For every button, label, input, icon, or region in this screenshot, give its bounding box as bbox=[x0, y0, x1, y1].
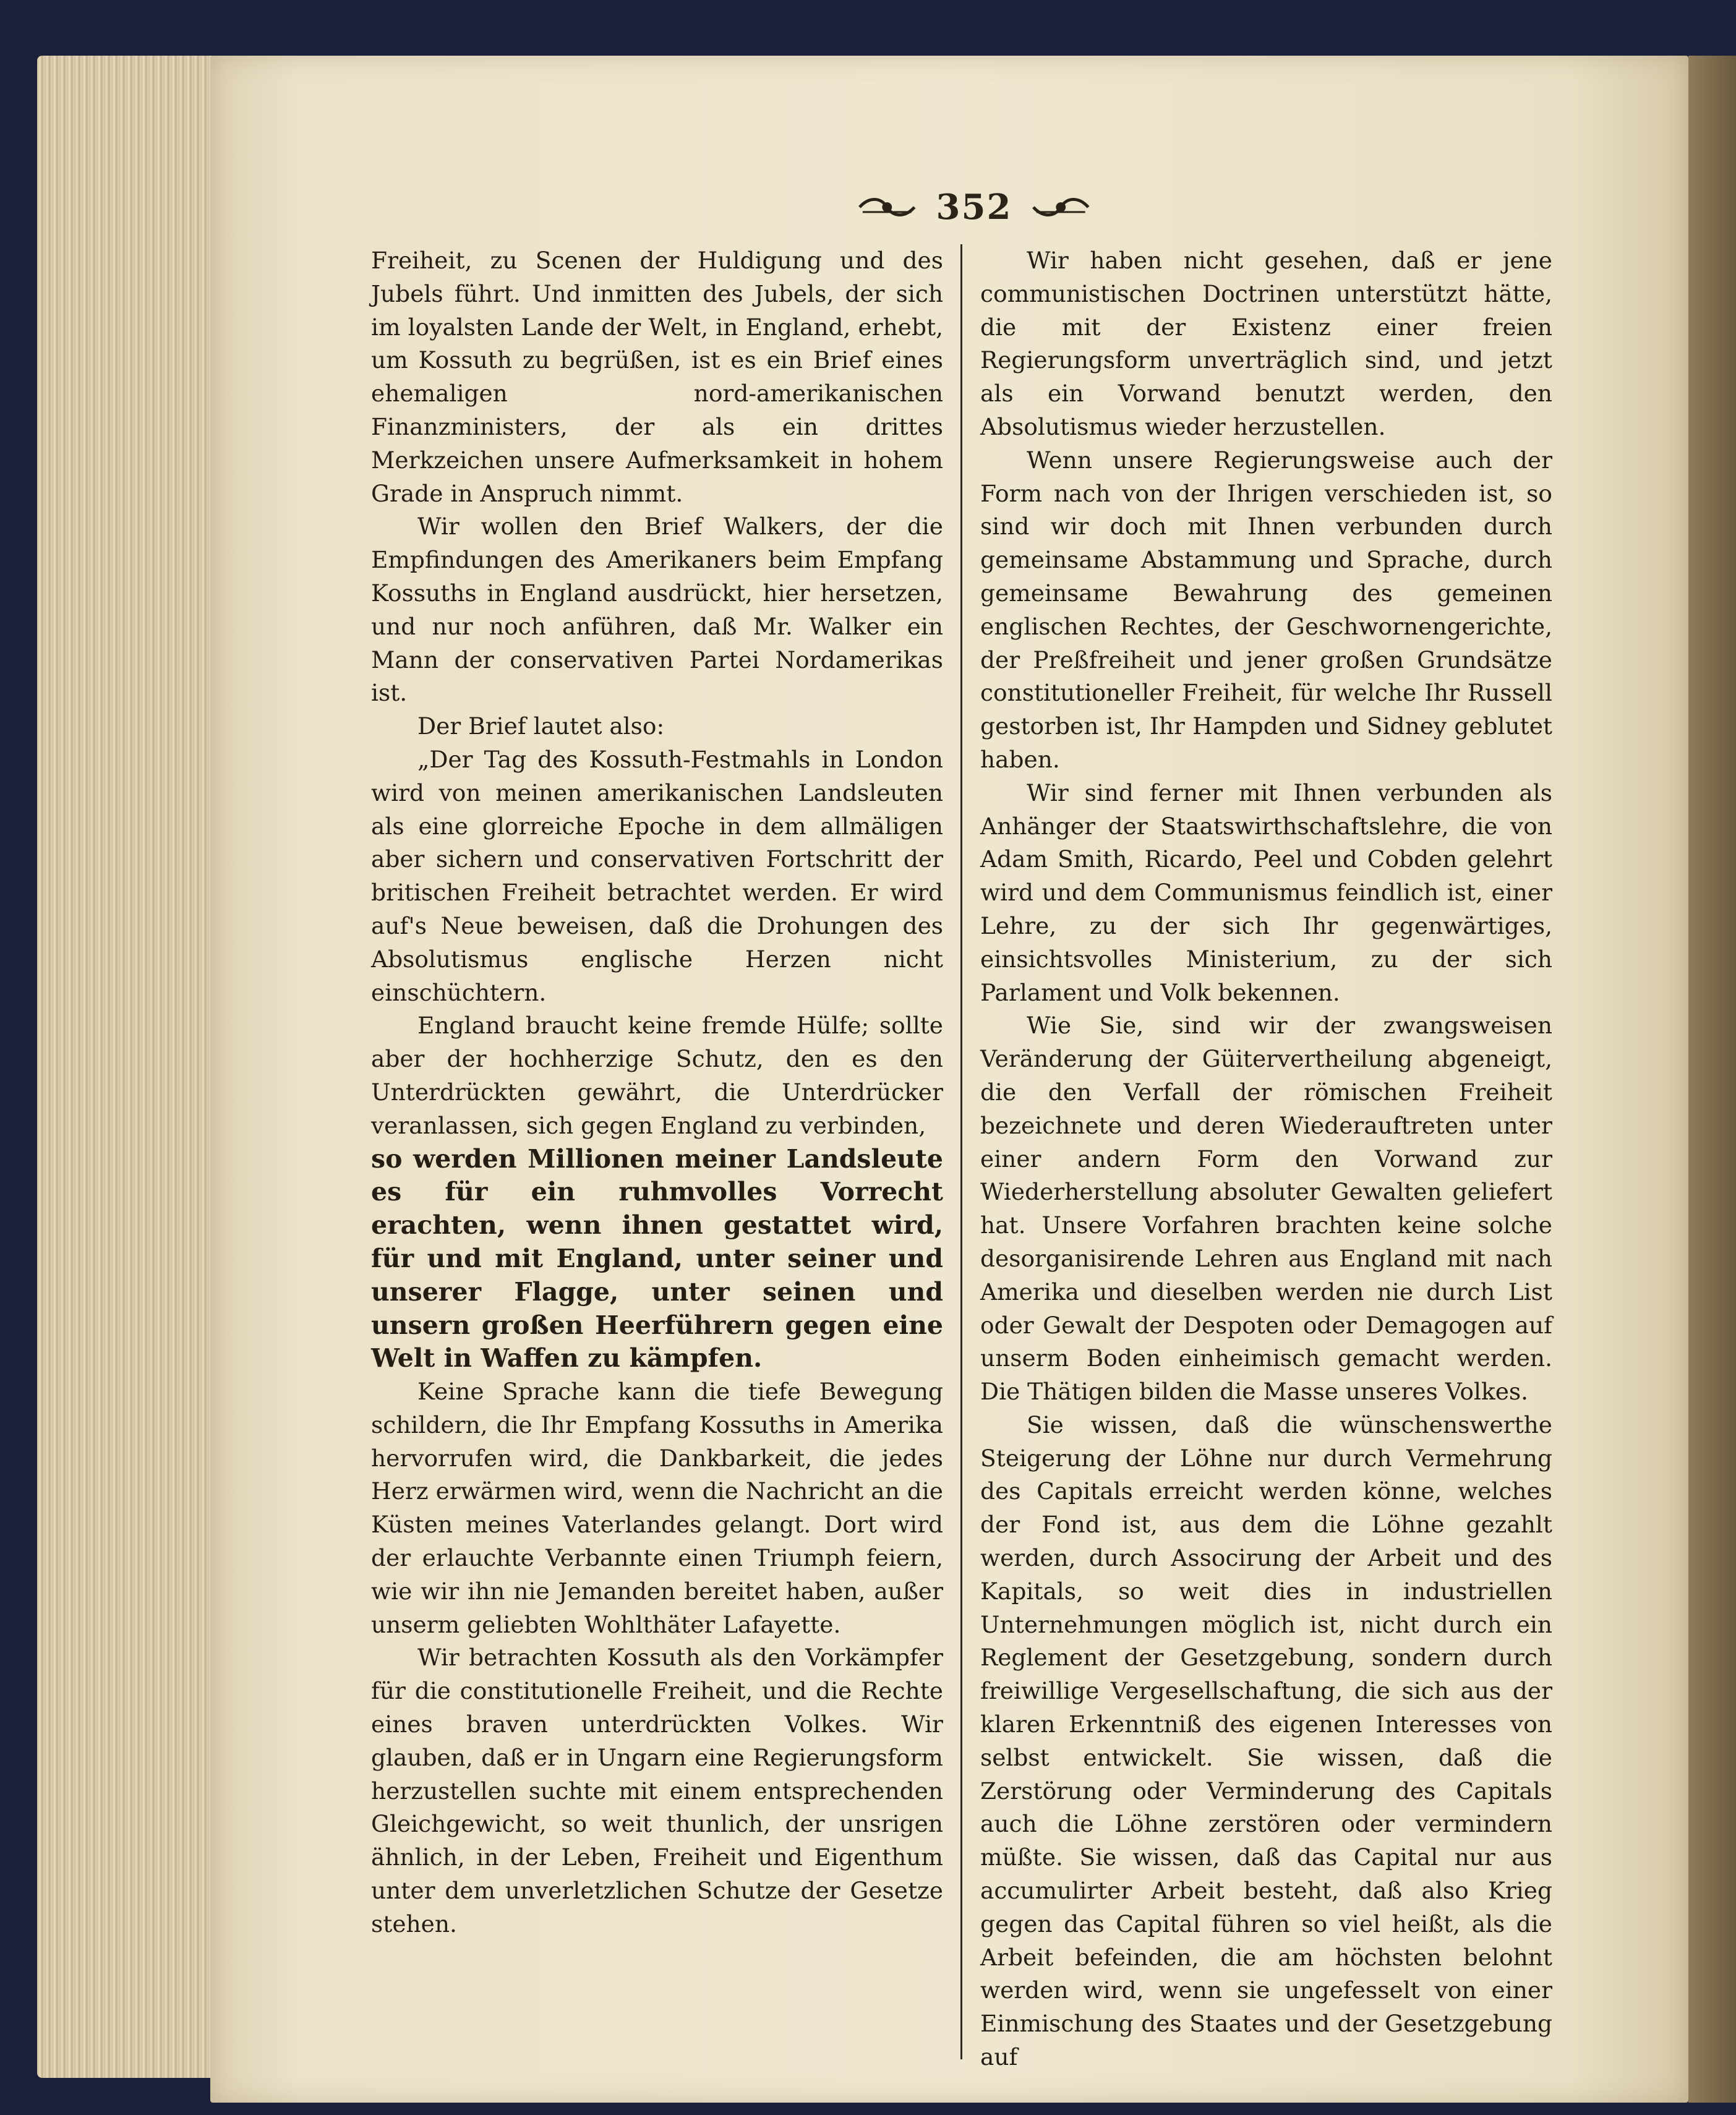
emphasized-passage: so werden Millionen meiner Landsleute es für ein ruhmvolles Vorrecht erachten, wenn ihnen gestattet wird, für und mit England, unter seiner und unserer Flagge, unter seinen und unsern großen Heerführern gegen eine Welt in Waffen zu kämpfen. bbox=[371, 1143, 943, 1374]
paragraph: Der Brief lautet also: bbox=[417, 712, 665, 740]
paragraph: Freiheit, zu Scenen der Huldigung und des Jubels führt. Und inmitten des Jubels, der sich im loyalsten Lande der Welt, in England, erhebt, um Kossuth zu begrüßen, ist es ein Brief eines ehemaligen nord-amerikanischen Finanzministers, der als ein drittes Merkzeichen unsere Aufmerksamkeit in hohem Grade in Anspruch nimmt. bbox=[371, 247, 943, 507]
right-ornament-icon bbox=[1030, 194, 1092, 221]
right-text-column bbox=[980, 244, 1552, 2074]
paragraph: Wir betrachten Kossuth als den Vorkämpfer für die constitutionelle Freiheit, und die Rechte eines braven unterdrückten Volkes. Wir glauben, daß er in Ungarn eine Regierungsform herzustellen suchte mit einem entsprechenden Gleichgewicht, so weit thunlich, der unsrigen ähnlich, in der Leben, Freiheit und Eigenthum unter dem unverletzlichen Schutze der Gesetze stehen. bbox=[371, 1644, 943, 1938]
book-page-edges bbox=[37, 56, 223, 2078]
paragraph: England braucht keine fremde Hülfe; sollte aber der hochherzige Schutz, den es den Unterdrückten gewährt, die Unterdrücker veranlassen, sich gegen England zu verbinden, bbox=[371, 1012, 943, 1139]
paragraph: Sie wissen, daß die wünschenswerthe Steigerung der Löhne nur durch Vermehrung des Capitals erreicht werden könne, welches der Fond ist, aus dem die Löhne gezahlt werden, durch Associrung der Arbeit und des Kapitals, so weit dies in industriellen Unternehmungen möglich ist, nicht durch ein Reglement der Gesetzgebung, sondern durch freiwillige Vergesellschaftung, die sich aus der klaren Erkenntniß des eigenen Interesses von selbst entwickelt. Sie wissen, daß die Zerstörung oder Verminderung des Capitals auch die Löhne zerstören oder vermindern müßte. Sie wissen, daß das Capital nur aus accumulirter Arbeit besteht, daß also Krieg gegen das Capital führen so viel heißt, als die Arbeit befeinden, die am höchsten belohnt werden wird, wenn sie ungefesselt von einer Einmischung des Staates und der Gesetzgebung auf bbox=[980, 1411, 1552, 2071]
binding-strip bbox=[1688, 56, 1736, 2103]
column-divider bbox=[960, 244, 962, 2059]
page-header bbox=[857, 186, 1092, 229]
paragraph: Keine Sprache kann die tiefe Bewegung schildern, die Ihr Empfang Kossuths in Amerika hervorrufen wird, die Dankbarkeit, die jedes Herz erwärmen wird, wenn die Nachricht an die Küsten meines Vaterlandes gelangt. Dort wird der erlauchte Verbannte einen Triumph feiern, wie wir ihn nie Jemanden bereitet haben, außer unserm geliebten Wohlthäter Lafayette. bbox=[371, 1378, 943, 1638]
paragraph: Wir wollen den Brief Walkers, der die Empfindungen des Amerikaners beim Empfang Kossuths in England ausdrückt, hier hersetzen, und nur noch anführen, daß Mr. Walker ein Mann der conservativen Partei Nordamerikas ist. bbox=[371, 513, 943, 707]
paragraph: Wenn unsere Regierungsweise auch der Form nach von der Ihrigen verschieden ist, so sind wir doch mit Ihnen verbunden durch gemeinsame Abstammung und Sprache, durch gemeinsame Bewahrung des gemeinen englischen Rechtes, der Geschwornengerichte, der Preßfreiheit und jener großen Grundsätze constitutioneller Freiheit, für welche Ihr Russell gestorben ist, Ihr Hampden und Sidney geblutet haben. bbox=[980, 446, 1552, 773]
paragraph: Wir haben nicht gesehen, daß er jene communistischen Doctrinen unterstützt hätte, die mit der Existenz einer freien Regierungsform unverträglich sind, und jetzt als ein Vorwand benutzt werden, den Absolutismus wieder herzustellen. bbox=[980, 247, 1552, 440]
paragraph: Wir sind ferner mit Ihnen verbunden als Anhänger der Staatswirthschaftslehre, die von Adam Smith, Ricardo, Peel und Cobden gelehrt wird und dem Communismus feindlich ist, einer Lehre, zu der sich Ihr gegenwärtiges, einsichtsvolles Ministerium, zu der sich Parlament und Volk bekennen. bbox=[980, 779, 1552, 1006]
left-text-column bbox=[371, 244, 943, 1941]
left-ornament-icon bbox=[857, 194, 918, 221]
page-number: 352 bbox=[936, 187, 1012, 228]
paragraph: „Der Tag des Kossuth-Festmahls in London wird von meinen amerikanischen Landsleuten als eine glorreiche Epoche in dem allmäligen aber sichern und conservativen Fortschritt der britischen Freiheit betrachtet werden. Er wird auf's Neue beweisen, daß die Drohungen des Absolutismus englische Herzen nicht einschüchtern. bbox=[371, 745, 943, 1006]
paragraph: Wie Sie, sind wir der zwangsweisen Veränderung der Güitervertheilung abgeneigt, die den Verfall der römischen Freiheit bezeichnete und deren Wiederauftreten unter einer andern Form den Vorwand zur Wiederherstellung absoluter Gewalten geliefert hat. Unsere Vorfahren brachten keine solche desorganisirende Lehren aus England mit nach Amerika und dieselben werden nie durch List oder Gewalt der Despoten oder Demagogen auf unserm Boden einheimisch gemacht werden. Die Thätigen bilden die Masse unseres Volkes. bbox=[980, 1012, 1552, 1406]
